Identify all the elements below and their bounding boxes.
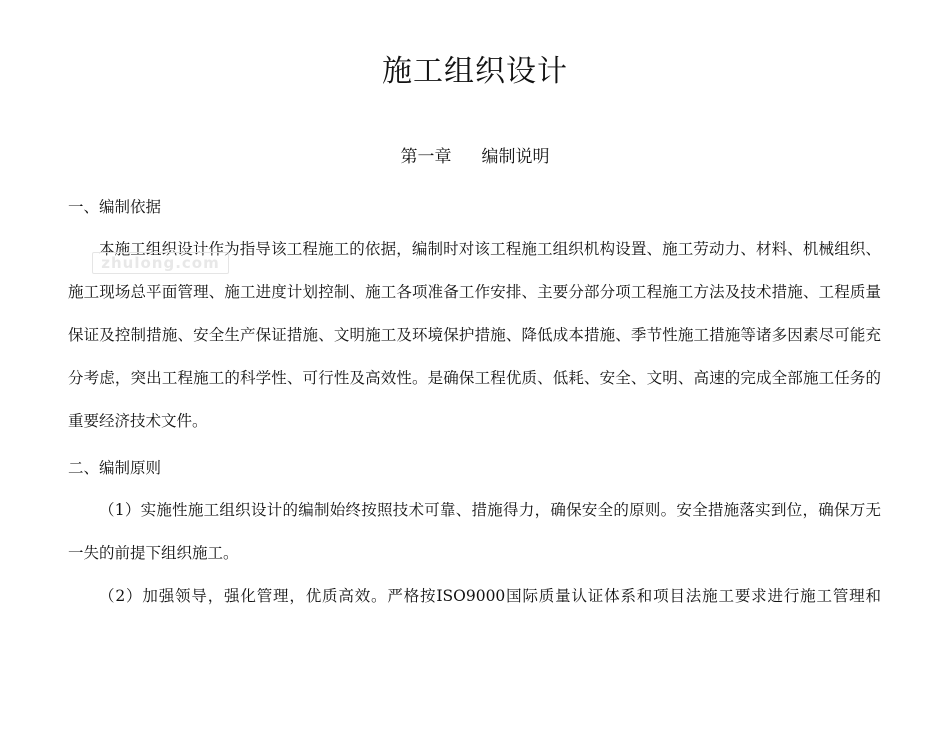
- chapter-name: 编制说明: [481, 147, 550, 167]
- paragraph-basis: 本施工组织设计作为指导该工程施工的依据，编制时对该工程施工组织机构设置、施工劳动力、材料、机械组织、施工现场总平面管理、施工进度计划控制、施工各项准备工作安排、主要分部分项工程施工方法及技术措施、工程质量保证及控制措施、安全生产保证措施、文明施工及环境保护措施、降低成本措施、季节性施工措施等诸多因素尽可能充分考虑，突出工程施工的科学性、可行性及高效性。是确保工程优质、低耗、安全、文明、高速的完成全部施工任务的重要经济技术文件。: [68, 240, 881, 430]
- chapter-heading: [0, 144, 950, 170]
- document-title: 施工组织设计: [382, 54, 568, 89]
- section-heading-basis: 一、编制依据: [68, 198, 162, 216]
- chapter-number: 第一章: [400, 147, 452, 167]
- paragraph-principle-1: （1）实施性施工组织设计的编制始终按照技术可靠、措施得力，确保安全的原则。安全措施落实到位，确保万无一失的前提下组织施工。: [68, 501, 881, 562]
- watermark: zhulong.com: [92, 252, 229, 274]
- section-heading-principles: 二、编制原则: [68, 459, 162, 477]
- paragraph-principle-2: （2）加强领导，强化管理，优质高效。严格按ISO9000国际质量认证体系和项目法施工要求进行施工管理和: [99, 587, 881, 605]
